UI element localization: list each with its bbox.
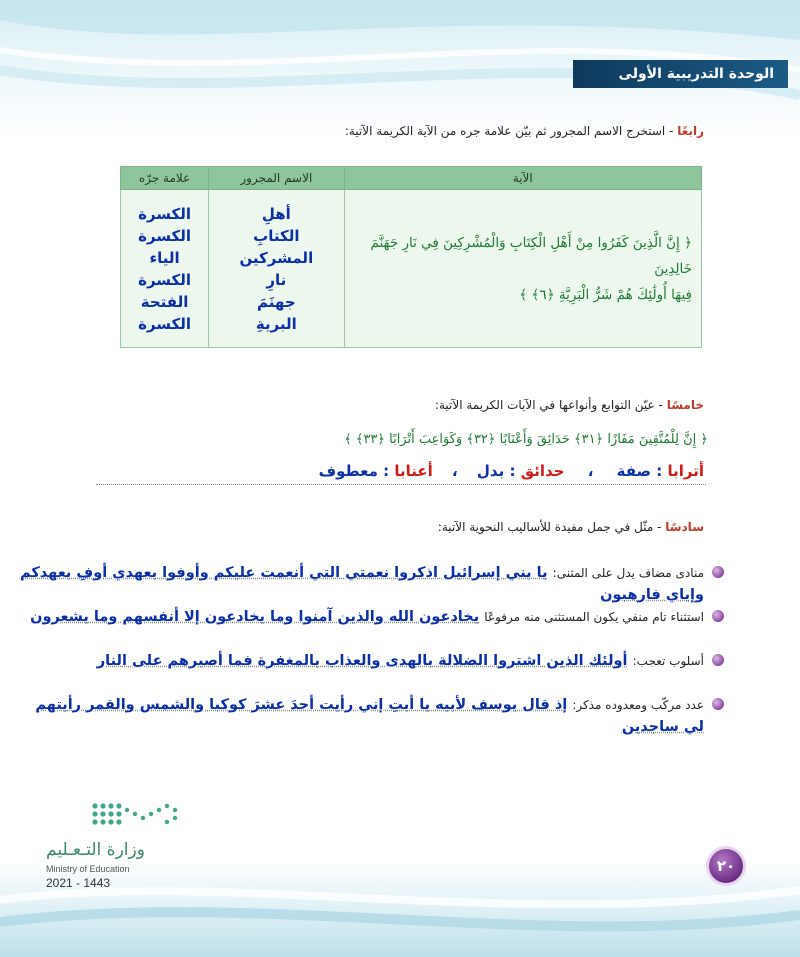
answer-word: حدائق (520, 462, 565, 480)
section5-verse: ﴿ إِنَّ لِلْمُتَّقِينَ مَفَازًا ﴿٣١﴾ حَدَائِقَ وَأَعْنَابًا ﴿٣٢﴾ وَكَوَاعِبَ أَتْرَابًا ﴿٣٣﴾ ﴾ (344, 432, 708, 447)
mark-answer: الفتحة (140, 292, 189, 311)
ministry-name-en: Ministry of Education (46, 864, 130, 874)
verse-line: فِيهَا أُولَٰئِكَ هُمْ شَرُّ الْبَرِيَّةِ ﴿٦﴾ ﴾ (519, 286, 692, 303)
style-label: استثناء تام منفي يكون المستثنى منه مرفوعًا (484, 610, 704, 624)
answer-type: : معطوف (318, 462, 390, 480)
noun-answer: أهلِ (261, 204, 291, 223)
style-item (14, 562, 704, 606)
bullet-icon (712, 654, 724, 666)
style-answer: إذ قال يوسف لأبيه يا أبتِ إني رأيت أحدَ عشرَ كوكبا والشمس والقمر رأيتهم لي ساجدين (35, 697, 704, 735)
noun-answer: نارِ (266, 270, 287, 289)
style-answer: يخادعون الله والذين آمنوا وما يخادعون إلا أنفسهم وما يشعرون (30, 609, 480, 625)
section4-title (345, 124, 704, 138)
noun-answer: جهنَمَ (257, 292, 296, 311)
noun-answer: الكتابِ (253, 226, 300, 245)
mark-answer: الكسرة (138, 314, 192, 333)
answer-type: : صفة (616, 462, 663, 480)
style-label: منادى مضاف يدل على المثنى: (552, 566, 704, 580)
ministry-logo-dots (91, 800, 186, 836)
answer-word: أترابا (667, 462, 704, 480)
verse-line: ﴿ إِنَّ الَّذِينَ كَفَرُوا مِنْ أَهْلِ الْكِتَابِ وَالْمُشْرِكِينَ فِي نَارِ جَهَنَّمَ خَالِدِينَ (370, 234, 692, 277)
parsing-table (120, 166, 702, 348)
style-item (14, 650, 704, 672)
bullet-icon (712, 566, 724, 578)
section5-number: خامسًا (666, 398, 704, 412)
section5-answer (319, 462, 704, 480)
section4-number: رابعًا (677, 124, 704, 138)
section5-instruction: - عيّن التوابع وأنواعها في الآيات الكريمة الآتية: (434, 398, 663, 412)
header-noun: الاسم المجرور (209, 167, 344, 190)
answer-separator: ، (451, 462, 458, 480)
answer-word: أعنابا (394, 462, 433, 480)
page-number-badge: ٢٠ (706, 846, 746, 886)
mark-answer: الكسرة (138, 270, 192, 289)
style-label: عدد مركّب ومعدوده مذكر: (572, 698, 704, 712)
style-item (4, 606, 704, 628)
style-answer: يا بني إسرائيل اذكروا نعمتي التي أنعمت عليكم وأوفوا بعهدي أوفِ بعهدكم وإياي فارهبون (19, 565, 704, 603)
noun-answer: البريةِ (255, 314, 297, 333)
answer-separator: ، (587, 462, 594, 480)
mark-answer: الكسرة (138, 226, 192, 245)
ministry-logo (46, 800, 196, 900)
mark-answer: الكسرة (138, 204, 192, 223)
style-label: أسلوب تعجب: (632, 654, 704, 668)
edition-year: 2021 - 1443 (46, 876, 111, 890)
verse-cell (344, 190, 701, 348)
style-answer: أولئك الذين اشتروا الضلالة بالهدى والعذاب بالمغفرة فما أصبرهم على النار (96, 653, 628, 669)
mark-answer: الياء (149, 248, 180, 267)
bullet-icon (712, 698, 724, 710)
noun-cell (209, 190, 344, 348)
mark-cell (121, 190, 209, 348)
bullet-icon (712, 610, 724, 622)
section6-number: سادسًا (665, 520, 704, 534)
header-mark: علامة جرّه (121, 167, 209, 190)
header-verse: الآية (344, 167, 701, 190)
noun-answer: المشركين (239, 248, 314, 267)
section5-title (435, 398, 704, 412)
section4-instruction: - استخرج الاسم المجرور ثم بيّن علامة جره من الآية الكريمة الآتية: (344, 124, 674, 138)
section6-title (438, 520, 704, 534)
answer-dotted-line (96, 484, 706, 485)
answer-type: : بدل (476, 462, 516, 480)
section6-instruction: - مثّل في جمل مفيدة للأساليب النحوية الآتية: (437, 520, 662, 534)
unit-title-banner: الوحدة التدريبية الأولى (573, 60, 788, 88)
style-item (14, 694, 704, 738)
ministry-name-ar: وزارة التـعـليم (46, 840, 145, 860)
